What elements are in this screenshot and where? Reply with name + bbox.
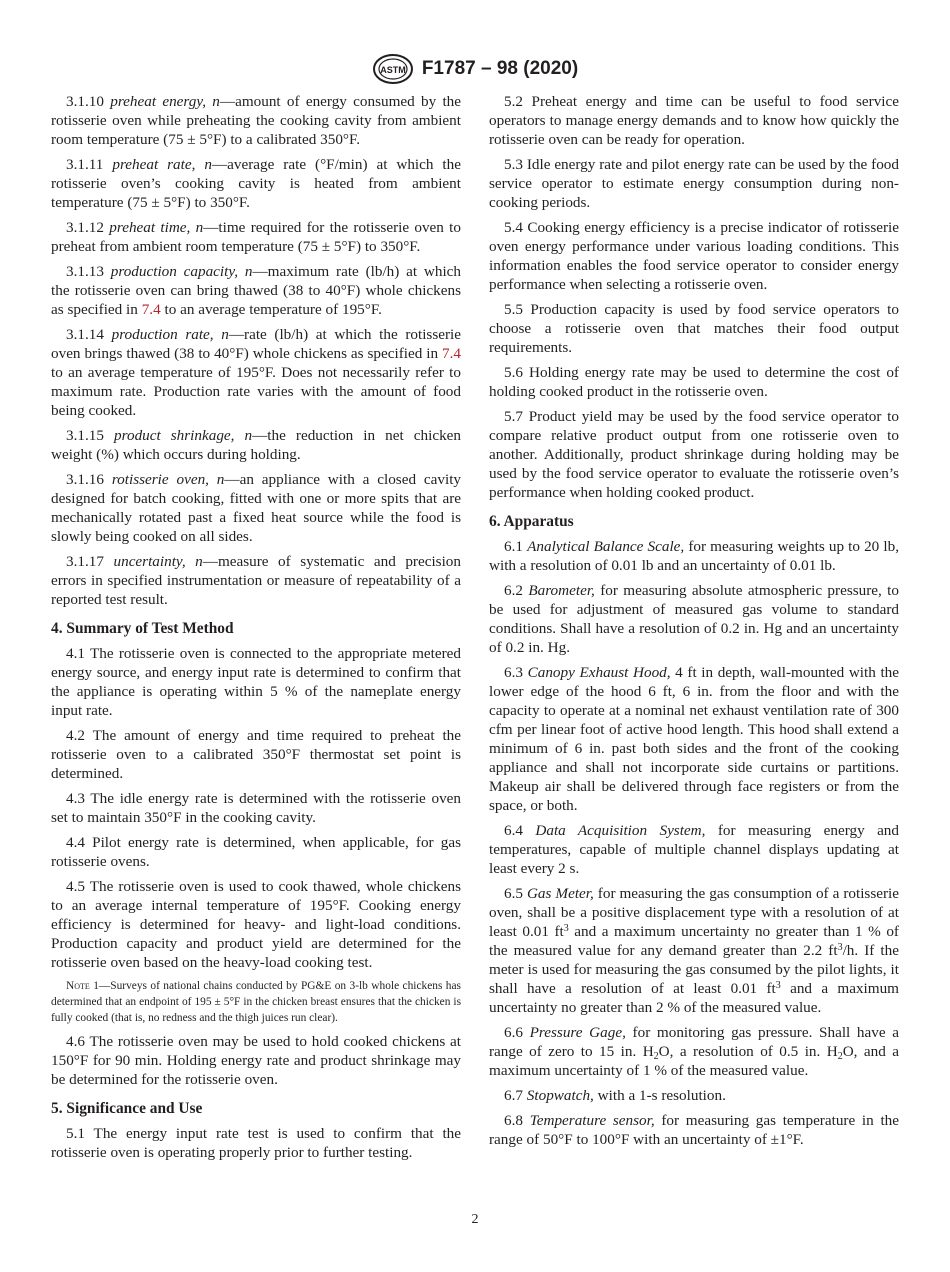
definition-3-1-11: 3.1.11 preheat rate, n—average rate (°F/min) at which the rotisserie oven’s cooking cavity is heated from ambient temperature (75 ± 5°F) to 350°F. — [51, 156, 461, 211]
paragraph-6-7: 6.7 Stopwatch, with a 1-s resolution. — [504, 1087, 726, 1104]
section-6-heading: 6. Apparatus — [489, 513, 574, 530]
definition-3-1-13: 3.1.13 production capacity, n—maximum rate (lb/h) at which the rotisserie oven can bring thawed (38 to 40°F) whole chickens as specified in 7.4 to an average temperature of 195°F. — [51, 263, 461, 318]
section-ref-link[interactable]: 7.4 — [141, 301, 161, 318]
paragraph-4-5: 4.5 The rotisserie oven is used to cook thawed, whole chickens to an average internal temperature of 195°F. Cooking energy efficiency is determined for heavy- and light-load conditions. Production capacity and product yield are determined for the rotisserie oven based on the heavy-load cooking test. — [51, 878, 461, 971]
document-id: F1787 – 98 (2020) — [421, 58, 579, 79]
astm-logo-icon — [372, 53, 414, 85]
paragraph-5-5: 5.5 Production capacity is used by food service operators to choose a rotisserie oven that matches their food output requirements. — [489, 301, 899, 356]
paragraph-4-3: 4.3 The idle energy rate is determined with the rotisserie oven set to maintain 350°F in the cooking cavity. — [51, 790, 461, 826]
paragraph-6-3: 6.3 Canopy Exhaust Hood, 4 ft in depth, wall-mounted with the lower edge of the hood 6 ft, 6 in. from the floor and with the capacity to operate at a nominal net exhaust ventilation rate of 300 cfm per linear foot of active hood length. This hood shall extend a minimum of 6 in. past both sides and the front of the cooking appliance and shall not incorporate side curtains or partitions. Makeup air shall be delivered through face registers or from the space, or both. — [489, 664, 899, 814]
definition-3-1-16: 3.1.16 rotisserie oven, n—an appliance with a closed cavity designed for batch cooking, fitted with one or more spits that are mechanically rotated past a fixed heat source while the food is slowly being cooked on all sides. — [51, 471, 462, 545]
paragraph-5-7: 5.7 Product yield may be used by the food service operator to compare relative product output from one rotisserie oven to another. Additionally, product shrinkage during holding may be used by the food service operator to evaluate the rotisserie oven’s performance when holding cooked product. — [489, 408, 899, 501]
paragraph-6-6: 6.6 Pressure Gage, for monitoring gas pressure. Shall have a range of zero to 15 in. $H_2O$, a resolution of 0.5 in. $H_2O$, and a maximum uncertainty of 1 % of the measured value. — [489, 1024, 900, 1079]
paragraph-6-5: 6.5 Gas Meter, for measuring the gas consumption of a rotisserie oven, shall be a positive displacement type with a resolution of at least 0.01 $ft^3$ and a maximum uncertainty no greater than 1 % of the measured value for any demand greater than 2.2 $ft^3/h$. If the meter is used for measuring the gas consumed by the pilot lights, it shall have a resolution of at least 0.01 $ft^3$ and a maximum uncertainty no greater than 2 % of the measured value. — [489, 885, 899, 1016]
paragraph-6-8: 6.8 Temperature sensor, for measuring gas temperature in the range of 50°F to 100°F with an uncertainty of ±1°F. — [489, 1112, 899, 1148]
section-ref-link[interactable]: 7.4 — [442, 345, 461, 362]
paragraph-5-6: 5.6 Holding energy rate may be used to determine the cost of holding cooked product in the rotisserie oven. — [489, 364, 899, 400]
definition-3-1-15: 3.1.15 product shrinkage, n—the reduction in net chicken weight (%) which occurs during holding. — [51, 427, 462, 463]
paragraph-4-2: 4.2 The amount of energy and time required to preheat the rotisserie oven to a calibrated 350°F thermostat set point is determined. — [51, 727, 461, 782]
logo-text: ASTM — [380, 65, 406, 75]
section-4-heading: 4. Summary of Test Method — [51, 620, 234, 637]
definition-3-1-12: 3.1.12 preheat time, n—time required for the rotisserie oven to preheat from ambient room temperature (75 ± 5°F) to 350°F. — [51, 219, 461, 255]
page-number: 2 — [471, 1212, 479, 1227]
paragraph-5-1: 5.1 The energy input rate test is used to confirm that the rotisserie oven is operating properly prior to further testing. — [51, 1125, 461, 1161]
right-column — [489, 92, 899, 1155]
definition-3-1-10: 3.1.10 preheat energy, n—amount of energy consumed by the rotisserie oven while preheating the cooking cavity from ambient room temperature (75 ± 5°F) to a calibrated 350°F. — [51, 93, 461, 148]
paragraph-6-4: 6.4 Data Acquisition System, for measuring energy and temperatures, capable of multiple channel displays updating at least every 2 s. — [489, 822, 899, 877]
page-header — [0, 52, 950, 86]
left-column — [51, 92, 461, 1168]
definition-3-1-14: 3.1.14 production rate, n—rate (lb/h) at which the rotisserie oven brings thawed (38 to 40°F) whole chickens as specified in 7.4 to an average temperature of 195°F. Does not necessarily refer to maximum rate. Production rate varies with the amount of food being cooked. — [51, 326, 461, 419]
paragraph-6-2: 6.2 Barometer, for measuring absolute atmospheric pressure, to be used for adjustment of measured gas volume to standard conditions. Shall have a resolution of 0.2 in. Hg and an uncertainty of 0.2 in. Hg. — [489, 582, 900, 656]
paragraph-5-3: 5.3 Idle energy rate and pilot energy rate can be used by the food service operator to estimate energy consumption during non-cooking periods. — [489, 156, 899, 211]
definition-3-1-17: 3.1.17 uncertainty, n—measure of systematic and precision errors in specified instrumentation or measure of repeatability of a reported test result. — [51, 553, 461, 608]
note-1: Note 1—Surveys of national chains conducted by PG&E on 3-lb whole chickens has determined that an endpoint of 195 ± 5°F in the chicken breast ensures that the chicken is fully cooked (that is, no redness and the thigh juices run clear). — [51, 980, 461, 1024]
paragraph-4-6: 4.6 The rotisserie oven may be used to hold cooked chickens at 150°F for 90 min. Holding energy rate and product shrinkage may be determined for the rotisserie oven. — [51, 1033, 461, 1088]
paragraph-4-1: 4.1 The rotisserie oven is connected to the appropriate metered energy source, and energy input rate is determined to confirm that the appliance is operating within 5 % of the nameplate energy input rate. — [51, 645, 461, 719]
paragraph-6-1: 6.1 Analytical Balance Scale, for measuring weights up to 20 lb, with a resolution of 0.01 lb and an uncertainty of 0.01 lb. — [489, 538, 899, 574]
paragraph-4-4: 4.4 Pilot energy rate is determined, when applicable, for gas rotisserie ovens. — [51, 834, 461, 870]
paragraph-5-4: 5.4 Cooking energy efficiency is a precise indicator of rotisserie oven energy performance under various loading conditions. This information enables the food service operator to consider energy performance when selecting a rotisserie oven. — [489, 219, 899, 293]
section-5-heading: 5. Significance and Use — [51, 1100, 203, 1117]
paragraph-5-2: 5.2 Preheat energy and time can be useful to food service operators to manage energy demands and to know how quickly the rotisserie oven can be ready for operation. — [489, 93, 899, 148]
